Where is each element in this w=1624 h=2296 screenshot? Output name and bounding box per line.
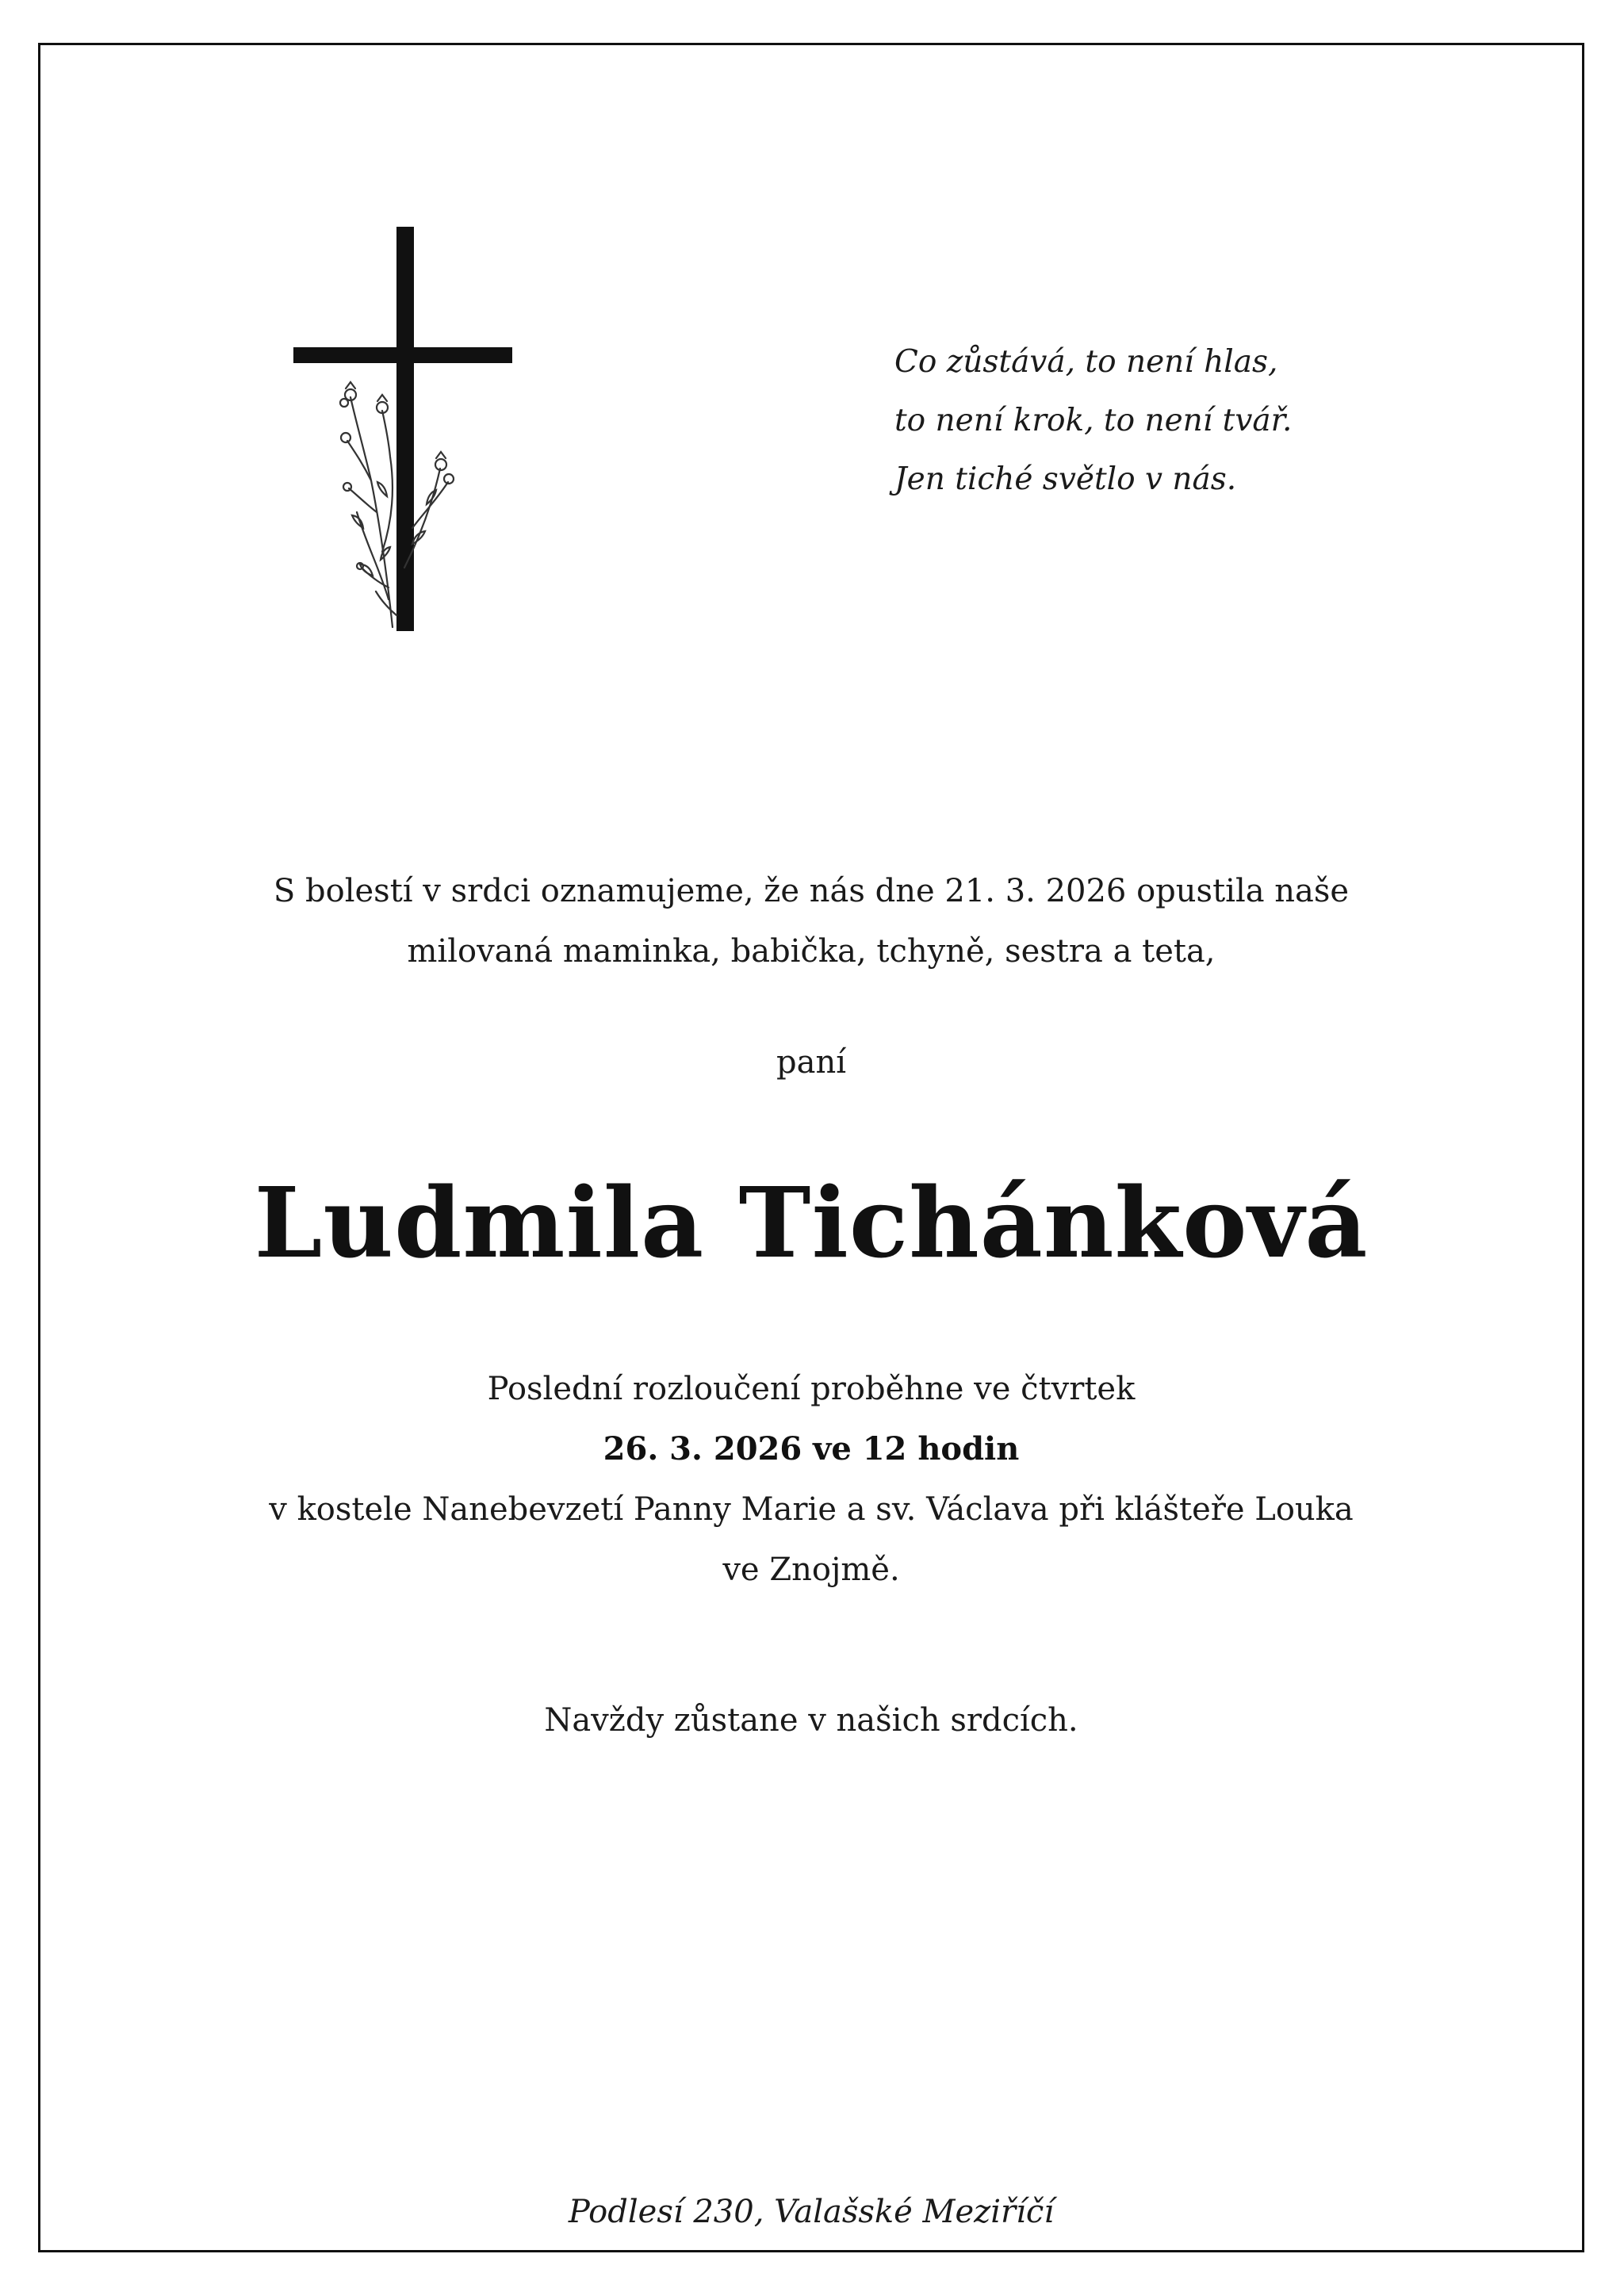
poem-line: to není krok, to není tvář. [894, 403, 1293, 438]
poem-line: Co zůstává, to není hlas, [894, 344, 1278, 380]
announcement-line: milovaná maminka, babička, tchyně, sestra a teta, [407, 933, 1216, 970]
poem-line: Jen tiché světlo v nás. [894, 461, 1237, 497]
ceremony-intro: Poslední rozloučení proběhne ve čtvrtek [487, 1371, 1136, 1407]
ceremony-place-city: ve Znojmě. [722, 1552, 900, 1588]
poem [894, 333, 1450, 509]
deceased-name: Ludmila Tichánková [254, 1165, 1369, 1280]
salutation: paní [776, 1044, 846, 1081]
closing-line: Navždy zůstane v našich srdcích. [544, 1702, 1078, 1739]
death-announcement [38, 861, 1584, 982]
ceremony-info [38, 1359, 1584, 1600]
family-address: Podlesí 230, Valašské Meziříčí [568, 2194, 1055, 2230]
cross-with-flowers [293, 227, 515, 631]
announcement-line: S bolestí v srdci oznamujeme, že nás dne 21. 3. 2026 opustila naše [273, 873, 1350, 909]
ceremony-place: v kostele Nanebevzetí Panny Marie a sv. Václava při klášteře Louka [269, 1491, 1354, 1528]
ceremony-datetime: 26. 3. 2026 ve 12 hodin [603, 1430, 1020, 1468]
cross-icon [293, 227, 515, 631]
